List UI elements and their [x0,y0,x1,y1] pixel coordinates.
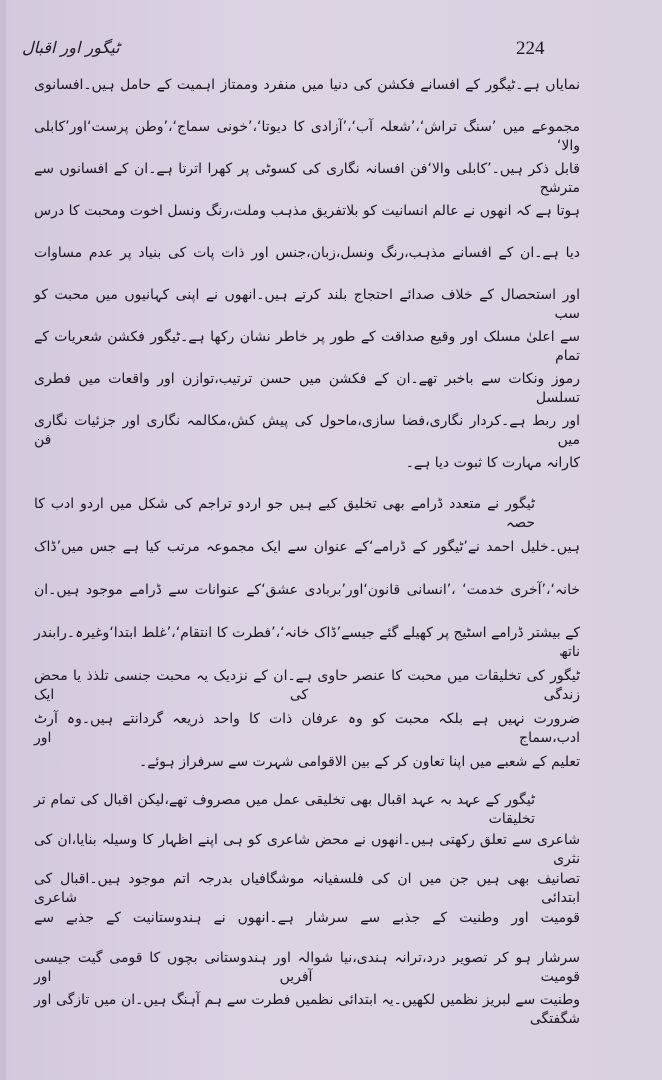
text-line: ہوتا ہے کہ انھوں نے عالم انسانیت کو بلاتفریق مذہب وملت،رنگ ونسل اخوت ومحبت کا درس [34,203,580,219]
text-line: وطنیت سے لبریز نظمیں لکھیں۔یہ ابتدائی نظمیں فطرت سے ہم آہنگ ہیں۔ان میں تازگی اور شگفتگی [34,992,580,1027]
text-line: تصانیف بھی ہیں جن میں ان کی فلسفیانہ موشگافیاں بدرجہ اتم موجود ہیں۔اقبال کی ابتدائی شاعری [34,871,580,906]
text-line: ٹیگور کی تخلیقات میں محبت کا عنصر حاوی ہے۔ان کے نزدیک یہ محبت جنسی تلذذ یا محض زندگی کی ایک [34,668,580,703]
page-edge-shadow [0,0,6,1080]
text-line: رموز ونکات سے باخبر تھے۔ان کے فکشن میں حسن ترتیب،توازن اور واقعات میں فطری تسلسل [34,371,580,406]
text-line: سرشار ہو کر تصویر درد،ترانہ ہندی،نیا شوالہ اور ہندوستانی بچوں کا قومی گیت جیسی قومیت آفریں اور [34,950,580,985]
text-line: ٹیگور کے عہد بہ عہد اقبال بھی تخلیقی عمل میں مصروف تھے،لیکن اقبال کی تمام تر تخلیقات [34,792,535,827]
text-line: دیا ہے۔ان کے افسانے مذہب،رنگ ونسل،زبان،جنس اور ذات پات کی بنیاد پر عدم مساوات [34,245,580,261]
text-line: سے اعلیٰ مسلک اور وقیع صداقت کے طور پر خاطر نشان رکھا ہے۔ٹیگور فکشن شعریات کے تمام [34,329,580,364]
text-line: اور ربط ہے۔کردار نگاری،فضا سازی،ماحول کی پیش کش،مکالمہ نگاری اور جزئیات نگاری میں فن [34,413,580,448]
text-line: اور استحصال کے خلاف صدائے احتجاج بلند کرتے ہیں۔انھوں نے اپنی کہانیوں میں محبت کو سب [34,287,580,322]
text-line: ٹیگور نے متعدد ڈرامے بھی تخلیق کیے ہیں جو اردو تراجم کی شکل میں اردو ادب کا حصہ [34,496,535,531]
text-line: کے بیشتر ڈرامے اسٹیج پر کھیلے گئے جیسے’ڈاک خانہ‘،’فطرت کا انتقام‘،’غلط ابتدا‘وغیرہ۔رابندر ناتھ [34,625,580,660]
text-line: شاعری سے تعلق رکھتی ہیں۔انھوں نے محض شاعری کو ہی اپنے اظہار کا وسیلہ بنایا،ان کی نثری [34,832,580,867]
text-line: خانہ‘،’آخری خدمت‘ ،’انسانی قانون‘اور’بربادی عشق‘کے عنوانات سے ڈرامے موجود ہیں۔ان [34,582,580,598]
text-line: مجموعے میں ’سنگ تراش‘،’شعلہ آب‘،’آزادی کا دیوتا‘،’خونی سماج‘،’وطن پرست‘اور’کابلی والا‘ [34,119,580,154]
page-number: 224 [516,38,545,59]
running-header-title: ٹیگور اور اقبال [22,38,120,57]
text-line: قابل ذکر ہیں۔’کابلی والا‘فن افسانہ نگاری کی کسوٹی پر کھرا اترتا ہے۔ان کے افسانوں سے مترشح [34,161,580,196]
text-line: کارانہ مہارت کا ثبوت دیا ہے۔ [405,455,580,471]
text-line: ضرورت نہیں ہے بلکہ محبت کو وہ عرفان ذات کا واحد ذریعہ گردانتے ہیں۔وہ آرٹ ادب،سماج اور [34,711,580,746]
text-line: تعلیم کے شعبے میں اپنا تعاون کر کے بین الاقوامی شہرت سے سرفراز ہوئے۔ [139,754,580,770]
text-line: قومیت اور وطنیت کے جذبے سے سرشار ہے۔انھوں نے ہندوستانیت کے جذبے سے [34,910,580,926]
text-line: ہیں۔خلیل احمد نے’ٹیگور کے ڈرامے‘کے عنوان سے ایک مجموعہ مرتب کیا ہے جس میں’ڈاک [34,539,580,555]
text-line: نمایاں ہے۔ٹیگور کے افسانے فکشن کی دنیا میں منفرد وممتاز اہمیت کے حامل ہیں۔افسانوی [34,77,580,93]
